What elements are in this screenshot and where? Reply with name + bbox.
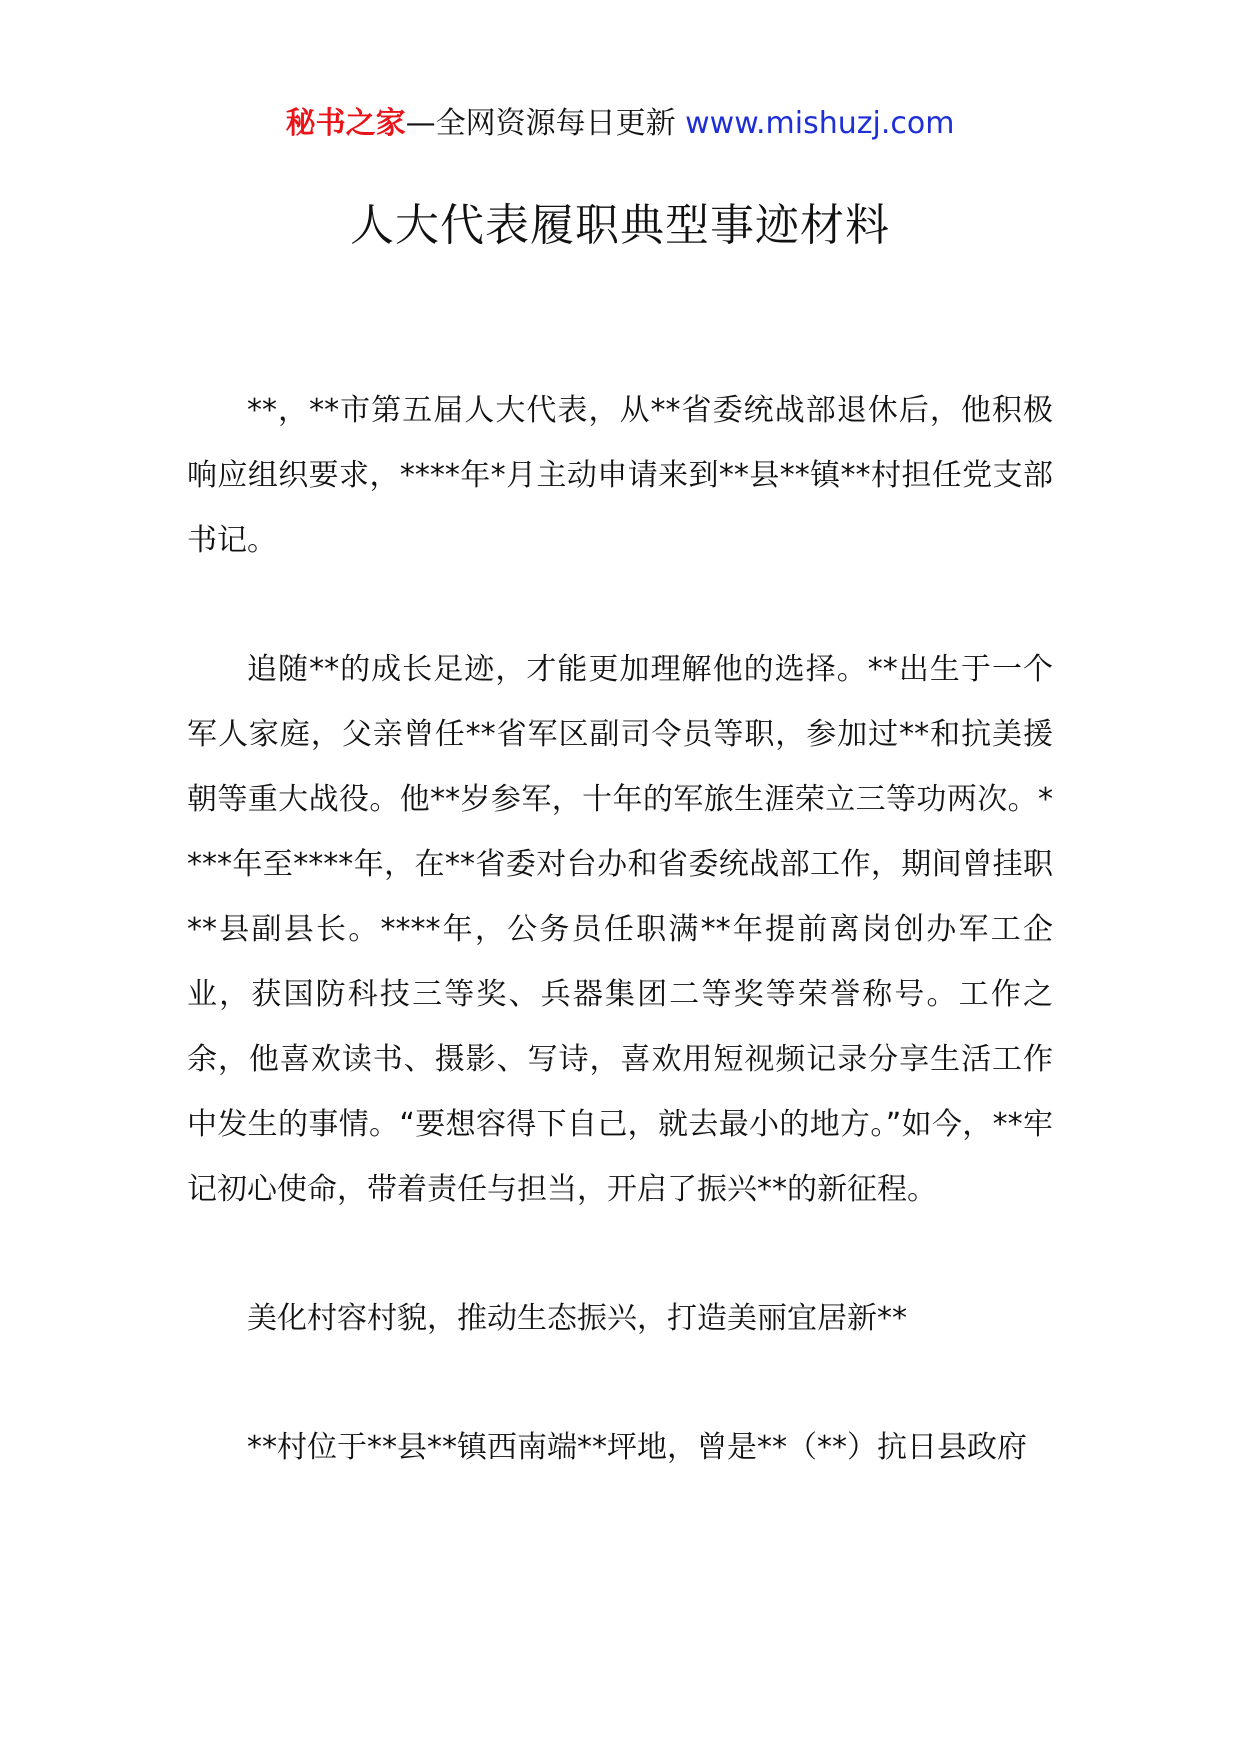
section-heading: 美化村容村貌，推动生态振兴，打造美丽宜居新** [247, 1301, 907, 1336]
document-title: 人大代表履职典型事迹材料 [350, 200, 890, 251]
site-header [0, 104, 1240, 144]
paragraph-intro: **，**市第五届人大代表，从**省委统战部退休后，他积极响应组织要求，****年*月主动申请来到**县**镇**村担任党支部书记。 [187, 393, 1053, 558]
paragraph-background: 追随**的成长足迹，才能更加理解他的选择。**出生于一个军人家庭，父亲曾任**省军区副司令员等职，参加过**和抗美援朝等重大战役。他**岁参军，十年的军旅生涯荣立三等功两次。****年至****年，在**省委对台办和省委统战部工作，期间曾挂职**县副县长。****年，公务员任职满**年提前离岗创办军工企业，获国防科技三等奖、兵器集团二等奖等荣誉称号。工作之余，他喜欢读书、摄影、写诗，喜欢用短视频记录分享生活工作中发生的事情。“要想容得下自己，就去最小的地方。”如今，**牢记初心使命，带着责任与担当，开启了振兴**的新征程。 [187, 652, 1053, 1207]
header-slogan: —全网资源每日更新 [405, 106, 676, 141]
site-url-link[interactable]: www.mishuzj.com [685, 106, 955, 141]
brand-name: 秘书之家 [285, 106, 406, 141]
document-body [187, 378, 1053, 1480]
paragraph-village: **村位于**县**镇西南端**坪地，曾是**（**）抗日县政府 [247, 1430, 1027, 1465]
